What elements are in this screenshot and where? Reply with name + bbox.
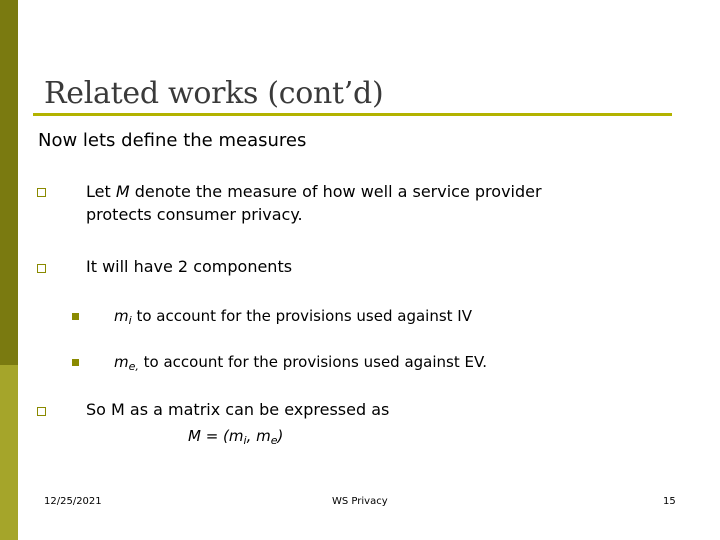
sub-bullet-marker <box>72 359 79 366</box>
slide-subtitle: Now lets define the measures <box>38 130 307 151</box>
sub-bullet-marker <box>72 313 79 320</box>
footer-title: WS Privacy <box>332 496 388 507</box>
sub-bullet-1-symbol: m <box>114 307 129 325</box>
side-accent-bar-top <box>0 0 18 365</box>
bullet-1-text <box>86 181 542 203</box>
sub-bullet-2-subscript: e, <box>128 360 139 373</box>
slide-title: Related works (cont’d) <box>44 76 384 111</box>
sub-bullet-1-desc: to account for the provisions used against IV <box>131 307 472 325</box>
bullet-1-line2: protects consumer privacy. <box>86 205 303 224</box>
formula <box>188 425 283 452</box>
formula-sub-i: i <box>243 434 247 447</box>
bullet-1-symbol: M <box>115 182 130 201</box>
bullet-1-pre: Let <box>86 182 116 201</box>
footer-date: 12/25/2021 <box>44 496 102 507</box>
title-underline <box>33 113 672 116</box>
bullet-marker <box>37 407 46 416</box>
formula-suffix: ) <box>277 427 284 445</box>
formula-middle: , m <box>246 427 271 445</box>
bullet-3-text: So M as a matrix can be expressed as <box>86 400 390 419</box>
sub-bullet-2-symbol: m <box>114 353 129 371</box>
sub-bullet-2-desc: to account for the provisions used against EV. <box>138 353 488 371</box>
bullet-marker <box>37 264 46 273</box>
formula-sub-e: e <box>270 434 278 447</box>
sub-bullet-1-text <box>114 305 472 332</box>
sub-bullet-1-subscript: i <box>128 314 132 327</box>
bullet-2-text: It will have 2 components <box>86 257 293 276</box>
sub-bullet-2-text <box>114 351 487 378</box>
bullet-1-post: denote the measure of how well a service provider <box>129 182 542 201</box>
side-accent-bar-bottom <box>0 365 18 540</box>
page-number: 15 <box>663 496 676 507</box>
formula-prefix: M = (m <box>188 427 244 445</box>
bullet-marker <box>37 188 46 197</box>
